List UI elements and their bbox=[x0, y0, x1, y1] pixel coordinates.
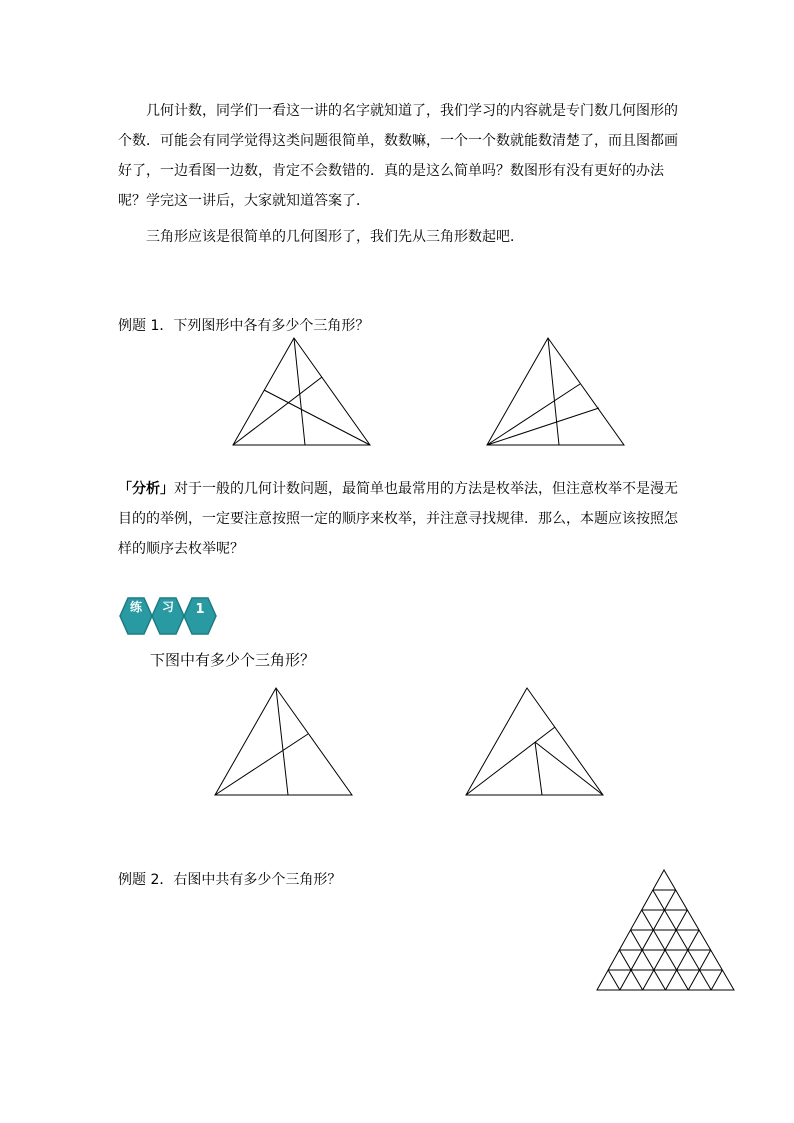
example-1-question: 例题 1．下列图形中各有多少个三角形？ bbox=[118, 318, 370, 334]
practice-1-question: 下图中有多少个三角形？ bbox=[150, 651, 316, 669]
grid-left-diagonal-line bbox=[620, 890, 676, 990]
analysis-tag: 「分析」 bbox=[118, 481, 174, 497]
example-1-figure-left bbox=[228, 334, 374, 448]
intro-paragraph-2: 三角形应该是很简单的几何图形了，我们先从三角形数起吧． bbox=[146, 229, 524, 245]
analysis-text: 对于一般的几何计数问题，最简单也最常用的方法是枚举法，但注意枚举不是漫无目的的举例，一定要注意按照一定的顺序来枚举，并注意寻找规律．那么，本题应该按照怎样的顺序去枚举呢？ bbox=[118, 481, 678, 557]
badge-char-3: 1 bbox=[195, 602, 205, 617]
example-2-question: 例题 2．右图中共有多少个三角形？ bbox=[118, 872, 342, 888]
practice-1-figure-left bbox=[210, 684, 356, 798]
practice-1-figure-right bbox=[461, 684, 607, 798]
analysis-paragraph bbox=[118, 474, 678, 564]
badge-char-2: 习 bbox=[161, 600, 175, 614]
practice-1-badge bbox=[118, 595, 222, 637]
example-2-triangle-grid bbox=[594, 866, 738, 994]
grid-right-diagonal-line bbox=[653, 890, 711, 990]
intro-paragraph-1: 几何计数，同学们一看这一讲的名字就知道了，我们学习的内容就是专门数几何图形的个数．可能会有同学觉得这类问题很简单，数数嘛，一个一个数就能数清楚了，而且图都画好了，一边看图一边数，肯定不会数错的．真的是这么简单吗？数图形有没有更好的办法呢？学完这一讲后，大家就知道答案了． bbox=[118, 103, 678, 209]
badge-char-1: 练 bbox=[129, 600, 143, 614]
grid-right-diagonal-line bbox=[608, 970, 620, 990]
example-1-figure-right bbox=[482, 334, 628, 448]
grid-left-diagonal-line bbox=[711, 970, 722, 990]
